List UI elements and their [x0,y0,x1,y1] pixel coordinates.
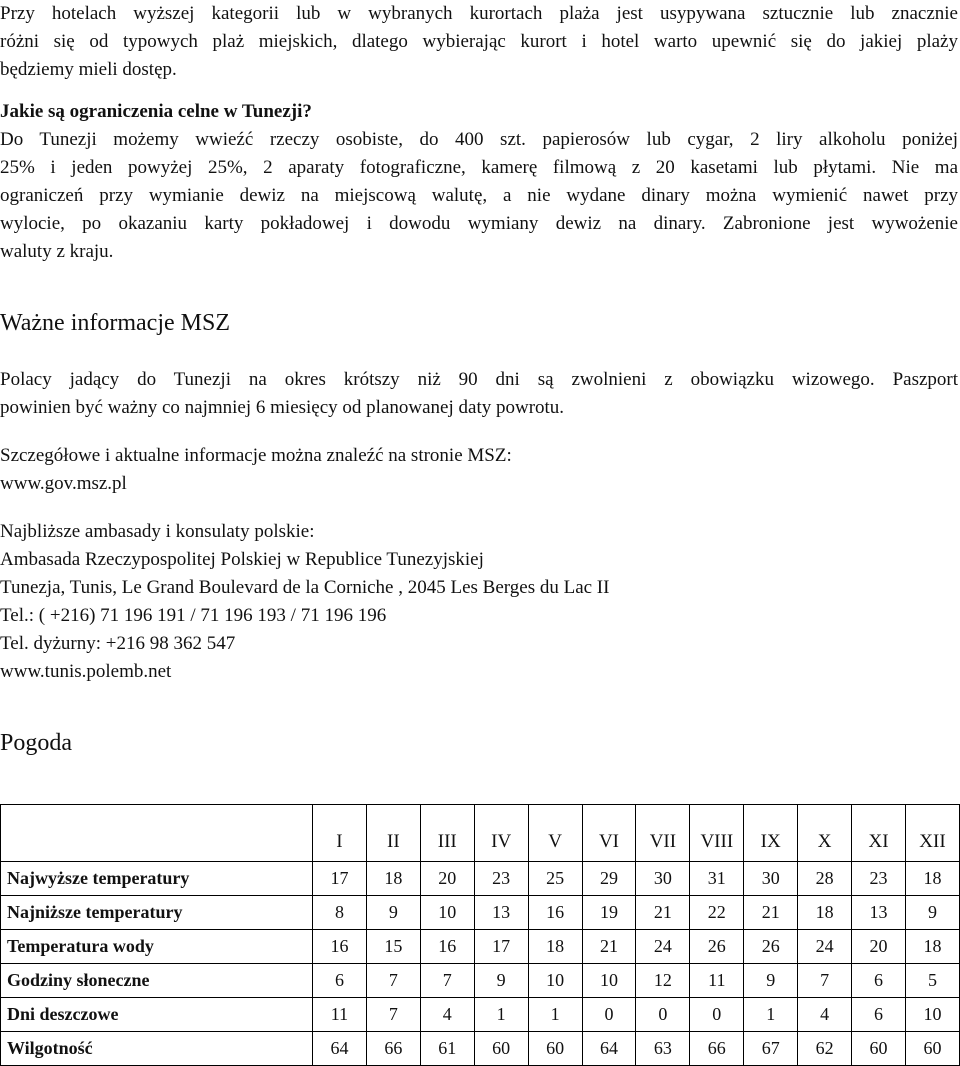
table-cell: 9 [905,896,959,930]
intro-line: będziemy mieli dostęp. [0,59,177,80]
month-header: VIII [690,805,744,862]
table-cell: 6 [852,998,906,1032]
table-cell: 13 [852,896,906,930]
table-cell: 67 [744,1032,798,1066]
table-row [1,862,960,896]
table-cell: 60 [474,1032,528,1066]
table-cell: 24 [636,930,690,964]
table-cell: 23 [852,862,906,896]
table-cell: 13 [474,896,528,930]
month-header: I [313,805,367,862]
table-cell: 1 [474,998,528,1032]
table-cell: 19 [582,896,636,930]
table-cell: 7 [798,964,852,998]
table-cell: 7 [366,964,420,998]
month-header: XI [852,805,906,862]
table-cell: 16 [420,930,474,964]
weather-table [0,804,960,1066]
month-header: II [366,805,420,862]
table-cell: 26 [744,930,798,964]
weather-heading: Pogoda [0,730,72,756]
table-cell: 5 [905,964,959,998]
table-cell: 8 [313,896,367,930]
table-cell: 16 [313,930,367,964]
table-cell: 12 [636,964,690,998]
customs-line: waluty z kraju. [0,241,114,262]
table-cell: 30 [744,862,798,896]
table-row [1,964,960,998]
table-cell: 4 [420,998,474,1032]
table-cell: 15 [366,930,420,964]
table-cell: 7 [420,964,474,998]
table-row [1,930,960,964]
embassy-address: Tunezja, Tunis, Le Grand Boulevard de la Corniche , 2045 Les Berges du Lac II [0,577,610,598]
visa-line: powinien być ważny co najmniej 6 miesięcy od planowanej daty powrotu. [0,397,565,418]
table-cell: 22 [690,896,744,930]
table-cell: 21 [744,896,798,930]
table-cell: 60 [905,1032,959,1066]
table-cell: 30 [636,862,690,896]
table-cell: 21 [582,930,636,964]
table-cell: 29 [582,862,636,896]
table-cell: 20 [420,862,474,896]
table-cell: 17 [313,862,367,896]
intro-line: różni się od typowych plaż miejskich, dlatego wybierając kurort i hotel warto upewnić się do jakiej plaży [0,31,958,52]
table-cell: 11 [313,998,367,1032]
row-label: Najwyższe temperatury [1,862,313,896]
row-label: Temperatura wody [1,930,313,964]
intro-line: Przy hotelach wyższej kategorii lub w wybranych kurortach plaża jest usypywana sztucznie lub znacznie [0,3,958,24]
table-cell: 9 [744,964,798,998]
table-cell: 9 [474,964,528,998]
table-cell: 63 [636,1032,690,1066]
table-cell: 20 [852,930,906,964]
table-cell: 18 [905,862,959,896]
table-cell: 26 [690,930,744,964]
table-row [1,1032,960,1066]
table-cell: 66 [690,1032,744,1066]
embassy-intro: Najbliższe ambasady i konsulaty polskie: [0,521,315,542]
table-cell: 11 [690,964,744,998]
msz-details-paragraph [0,442,958,498]
row-label: Dni deszczowe [1,998,313,1032]
month-header: V [528,805,582,862]
table-cell: 64 [313,1032,367,1066]
table-cell: 6 [313,964,367,998]
customs-heading: Jakie są ograniczenia celne w Tunezji? [0,101,312,122]
row-label: Godziny słoneczne [1,964,313,998]
table-cell: 10 [905,998,959,1032]
weather-header-row [1,805,960,862]
embassy-phone: Tel.: ( +216) 71 196 191 / 71 196 193 / 71 196 196 [0,605,387,626]
table-cell: 16 [528,896,582,930]
table-cell: 60 [852,1032,906,1066]
weather-corner-cell [1,805,313,862]
table-cell: 10 [528,964,582,998]
table-cell: 7 [366,998,420,1032]
table-cell: 61 [420,1032,474,1066]
month-header: IX [744,805,798,862]
customs-line: 25% i jeden powyżej 25%, 2 aparaty fotograficzne, kamerę filmową z 20 kasetami lub płytami. Nie ma [0,157,958,178]
visa-line: Polacy jadący do Tunezji na okres krótszy niż 90 dni są zwolnieni z obowiązku wizowego. Paszport [0,369,958,390]
table-cell: 18 [366,862,420,896]
customs-section [0,98,958,266]
embassy-duty-phone: Tel. dyżurny: +216 98 362 547 [0,633,236,654]
month-header: VII [636,805,690,862]
weather-table-body [1,862,960,1066]
table-cell: 18 [905,930,959,964]
table-cell: 0 [582,998,636,1032]
table-cell: 1 [528,998,582,1032]
table-cell: 66 [366,1032,420,1066]
month-header: VI [582,805,636,862]
customs-line: wylocie, po okazaniu karty pokładowej i dowodu wymiany dewiz na dinary. Zabronione jest wywożenie [0,213,958,234]
msz-heading: Ważne informacje MSZ [0,310,230,336]
table-cell: 10 [420,896,474,930]
table-row [1,896,960,930]
visa-paragraph [0,366,958,422]
month-header: XII [905,805,959,862]
customs-line: ograniczeń przy wymianie dewiz na miejscową walutę, a nie wydane dinary można wymienić nawet przy [0,185,958,206]
month-header: IV [474,805,528,862]
embassy-paragraph [0,518,958,686]
table-cell: 18 [798,896,852,930]
msz-website-link[interactable]: www.gov.msz.pl [0,473,127,494]
month-header: X [798,805,852,862]
month-header: III [420,805,474,862]
table-cell: 60 [528,1032,582,1066]
table-cell: 25 [528,862,582,896]
table-cell: 23 [474,862,528,896]
table-cell: 18 [528,930,582,964]
embassy-website-link[interactable]: www.tunis.polemb.net [0,661,172,682]
table-cell: 64 [582,1032,636,1066]
table-cell: 21 [636,896,690,930]
intro-paragraph [0,0,958,84]
embassy-name: Ambasada Rzeczypospolitej Polskiej w Republice Tunezyjskiej [0,549,484,570]
table-cell: 24 [798,930,852,964]
table-cell: 28 [798,862,852,896]
row-label: Wilgotność [1,1032,313,1066]
table-cell: 62 [798,1032,852,1066]
table-cell: 10 [582,964,636,998]
table-row [1,998,960,1032]
customs-line: Do Tunezji możemy wwieźć rzeczy osobiste, do 400 szt. papierosów lub cygar, 2 liry alkoholu poniżej [0,129,958,150]
table-cell: 0 [690,998,744,1032]
table-cell: 0 [636,998,690,1032]
row-label: Najniższe temperatury [1,896,313,930]
table-cell: 17 [474,930,528,964]
table-cell: 31 [690,862,744,896]
table-cell: 1 [744,998,798,1032]
table-cell: 6 [852,964,906,998]
table-cell: 9 [366,896,420,930]
table-cell: 4 [798,998,852,1032]
msz-details-line: Szczegółowe i aktualne informacje można znaleźć na stronie MSZ: [0,445,512,466]
